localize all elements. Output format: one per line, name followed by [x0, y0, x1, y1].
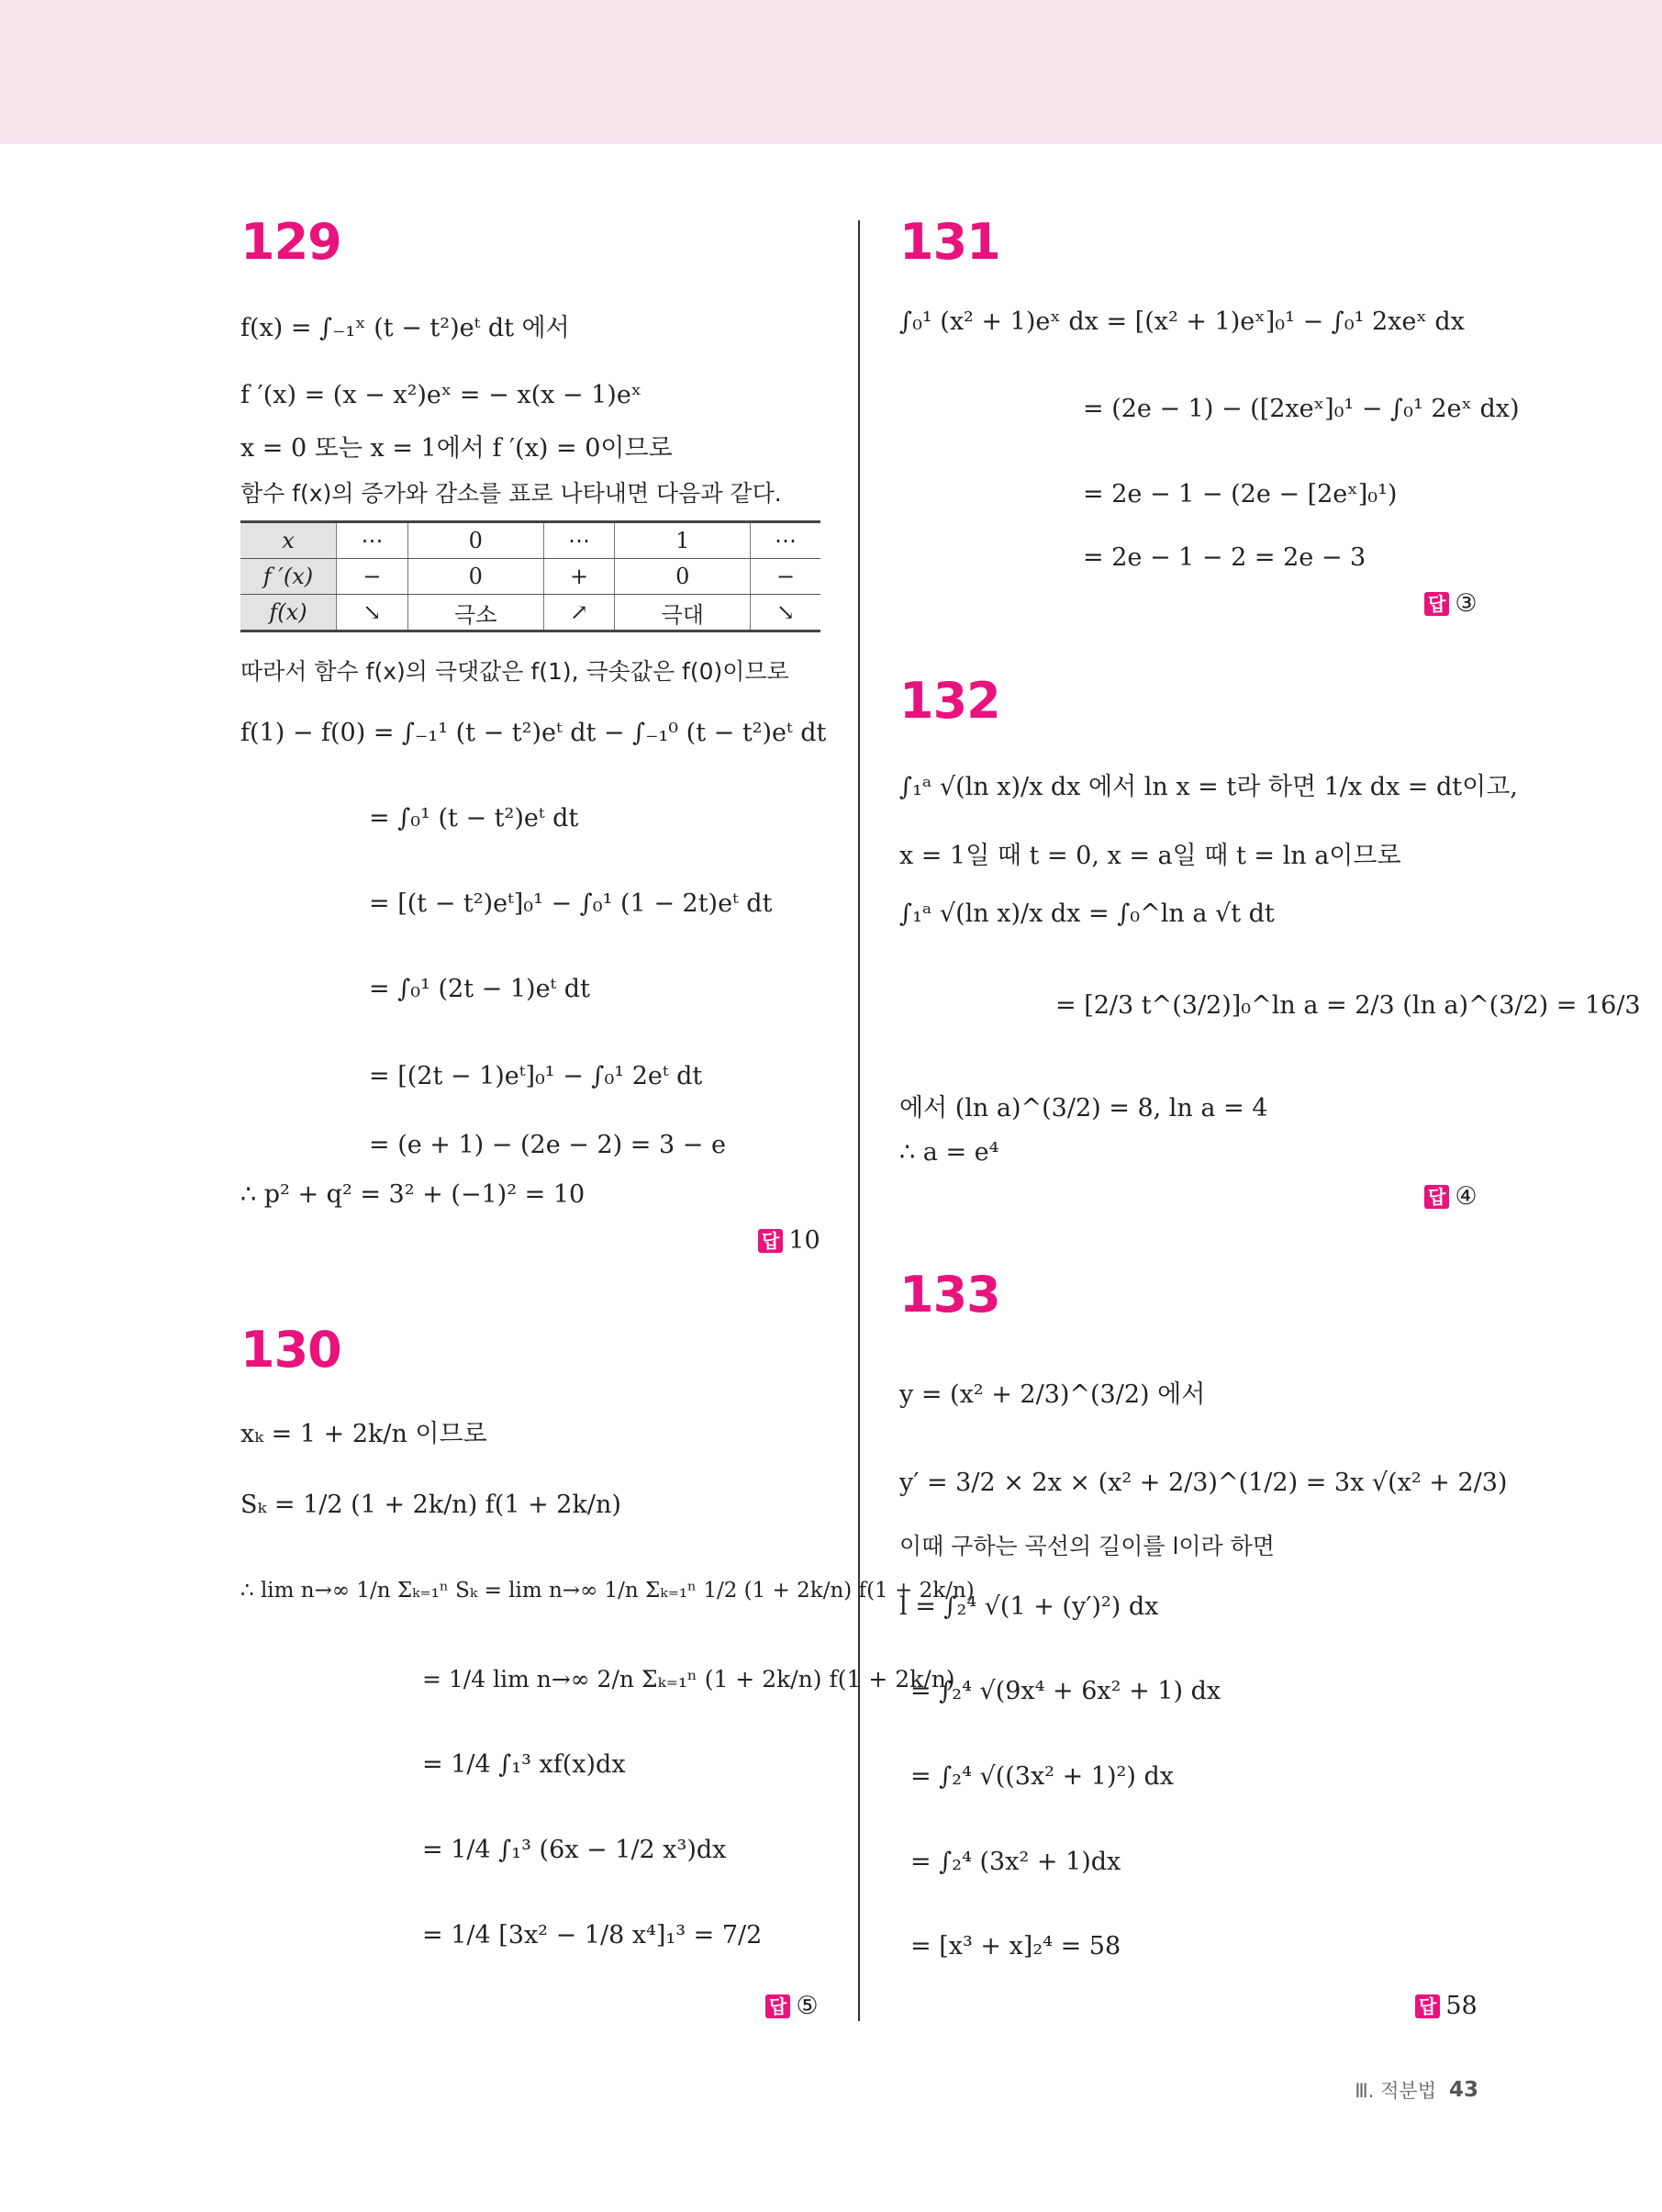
math-line: = ∫₀¹ (t − t²)eᵗ dt — [369, 804, 579, 832]
math-line: l = ∫₂⁴ √(1 + (y′)²) dx — [899, 1592, 1159, 1621]
text-line: 이때 구하는 곡선의 길이를 l이라 하면 — [899, 1533, 1275, 1559]
table-cell: ↗ — [543, 595, 615, 631]
text-line: 함수 f(x)의 증가와 감소를 표로 나타내면 다음과 같다. — [240, 480, 782, 507]
math-line: x = 0 또는 x = 1에서 f ′(x) = 0이므로 — [240, 434, 673, 463]
table-row — [240, 595, 820, 631]
answer-badge: 답 — [765, 1994, 790, 2018]
table-cell: 0 — [407, 559, 543, 595]
table-cell: ⋯ — [751, 522, 820, 559]
answer-value: 58 — [1445, 1992, 1478, 2020]
math-line: ∴ lim n→∞ 1/n Σₖ₌₁ⁿ Sₖ = lim n→∞ 1/n Σₖ₌₁ⁿ 1/2 (1 + 2k/n) f(1 + 2k/n) — [240, 1579, 975, 1603]
problem-number: 133 — [899, 1266, 1000, 1324]
answer — [758, 1226, 820, 1255]
answer-value: ③ — [1455, 589, 1478, 618]
math-line: = 1/4 ∫₁³ (6x − 1/2 x³)dx — [422, 1836, 727, 1864]
math-line: = ∫₂⁴ (3x² + 1)dx — [910, 1848, 1121, 1876]
math-line: = ∫₂⁴ √(9x⁴ + 6x² + 1) dx — [910, 1677, 1221, 1705]
table-cell: 1 — [615, 522, 751, 559]
table-cell: ⋯ — [337, 522, 408, 559]
table-cell: − — [337, 559, 408, 595]
answer-value: ⑤ — [796, 1992, 819, 2020]
math-line: = 1/4 [3x² − 1/8 x⁴]₁³ = 7/2 — [422, 1921, 763, 1949]
section-label: Ⅲ. 적분법 — [1355, 2080, 1436, 2102]
math-line: y = (x² + 2/3)^(3/2) 에서 — [899, 1380, 1206, 1409]
answer — [1424, 1182, 1478, 1211]
text-line: 따라서 함수 f(x)의 극댓값은 f(1), 극솟값은 f(0)이므로 — [240, 658, 789, 685]
page-number: 43 — [1448, 2078, 1478, 2102]
table-cell: x — [240, 522, 337, 559]
table-cell: + — [543, 559, 615, 595]
math-line: = [(2t − 1)eᵗ]₀¹ − ∫₀¹ 2eᵗ dt — [369, 1062, 703, 1090]
math-line: = (2e − 1) − ([2xeˣ]₀¹ − ∫₀¹ 2eˣ dx) — [1083, 395, 1520, 423]
table-cell: − — [751, 559, 820, 595]
table-cell: 극대 — [615, 595, 751, 631]
math-line: xₖ = 1 + 2k/n 이므로 — [240, 1420, 487, 1448]
math-line: = ∫₂⁴ √((3x² + 1)²) dx — [910, 1762, 1174, 1791]
math-line: = ∫₀¹ (2t − 1)eᵗ dt — [369, 975, 590, 1003]
table-row — [240, 559, 820, 595]
answer — [1424, 589, 1478, 618]
math-line: Sₖ = 1/2 (1 + 2k/n) f(1 + 2k/n) — [240, 1491, 621, 1519]
math-line: ∴ a = e⁴ — [899, 1138, 999, 1167]
math-line: = [x³ + x]₂⁴ = 58 — [910, 1932, 1121, 1961]
table-cell: ↘ — [337, 595, 408, 631]
math-line: = 1/4 lim n→∞ 2/n Σₖ₌₁ⁿ (1 + 2k/n) f(1 + 2k/n) — [422, 1666, 955, 1693]
math-line: ∫₁ᵃ √(ln x)/x dx 에서 ln x = t라 하면 1/x dx = dt이고, — [899, 773, 1518, 801]
problem-number: 131 — [899, 213, 1000, 271]
table-row — [240, 522, 820, 559]
page-footer — [1355, 2076, 1478, 2104]
table-cell: 0 — [407, 522, 543, 559]
math-line: = 2e − 1 − 2 = 2e − 3 — [1083, 543, 1366, 572]
math-line: = [2/3 t^(3/2)]₀^ln a = 2/3 (ln a)^(3/2) = 16/3 — [1055, 991, 1641, 1020]
math-line: = 1/4 ∫₁³ xf(x)dx — [422, 1750, 626, 1779]
math-line: f(x) = ∫₋₁ˣ (t − t²)eᵗ dt 에서 — [240, 314, 570, 342]
answer — [1415, 1992, 1478, 2020]
answer-badge: 답 — [1415, 1994, 1440, 2018]
math-line: x = 1일 때 t = 0, x = a일 때 t = ln a이므로 — [899, 842, 1401, 870]
increase-decrease-table — [240, 520, 820, 632]
table-cell: 0 — [615, 559, 751, 595]
math-line: = (e + 1) − (2e − 2) = 3 − e — [369, 1131, 726, 1159]
column-divider — [858, 220, 860, 2021]
problem-number: 132 — [899, 672, 1000, 730]
math-line: f(1) − f(0) = ∫₋₁¹ (t − t²)eᵗ dt − ∫₋₁⁰ (t − t²)eᵗ dt — [240, 719, 827, 747]
table-cell: f(x) — [240, 595, 337, 631]
answer-value: 10 — [788, 1226, 820, 1255]
table-cell: 극소 — [407, 595, 543, 631]
answer-badge: 답 — [758, 1229, 783, 1253]
answer-badge: 답 — [1424, 592, 1449, 616]
answer-badge: 답 — [1424, 1185, 1449, 1209]
table-cell: ⋯ — [543, 522, 615, 559]
problem-number: 129 — [240, 213, 341, 271]
problem-number: 130 — [240, 1321, 341, 1379]
answer — [765, 1992, 819, 2020]
math-line: f ′(x) = (x − x²)eˣ = − x(x − 1)eˣ — [240, 381, 642, 409]
table-cell: f ′(x) — [240, 559, 337, 595]
math-line: = 2e − 1 − (2e − [2eˣ]₀¹) — [1083, 480, 1398, 508]
table-cell: ↘ — [751, 595, 820, 631]
math-line: 에서 (ln a)^(3/2) = 8, ln a = 4 — [899, 1094, 1268, 1123]
math-line: = [(t − t²)eᵗ]₀¹ − ∫₀¹ (1 − 2t)eᵗ dt — [369, 889, 773, 918]
math-line: ∫₁ᵃ √(ln x)/x dx = ∫₀^ln a √t dt — [899, 899, 1275, 928]
math-line: ∴ p² + q² = 3² + (−1)² = 10 — [240, 1180, 586, 1209]
math-line: ∫₀¹ (x² + 1)eˣ dx = [(x² + 1)eˣ]₀¹ − ∫₀¹ 2xeˣ dx — [899, 307, 1465, 336]
math-line: y′ = 3/2 × 2x × (x² + 2/3)^(1/2) = 3x √(x² + 2/3) — [899, 1469, 1508, 1497]
answer-value: ④ — [1455, 1182, 1478, 1211]
header-band — [0, 0, 1662, 144]
